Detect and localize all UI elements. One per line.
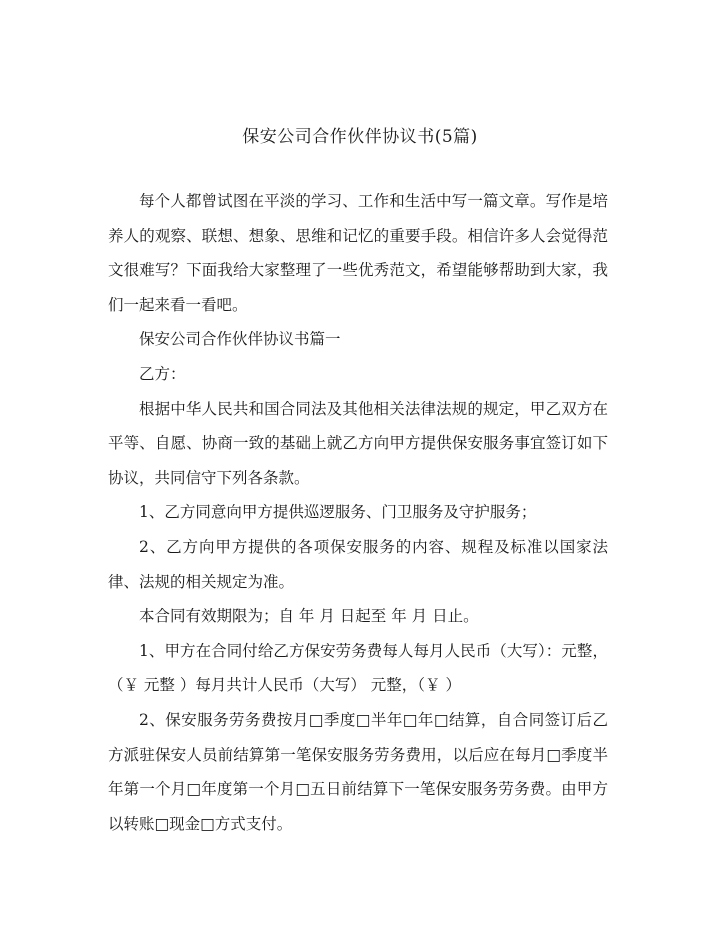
paragraph-term: 本合同有效期限为；自 年 月 日起至 年 月 日止。 [139,607,479,626]
paragraph-section-heading: 保安公司合作伙伴协议书篇一 [139,330,341,349]
paragraph-legal-basis: 根据中华人民共和国合同法及其他相关法律法规的规定，甲乙双方在平等、自愿、协商一致的基础上就乙方向甲方提供保安服务事宜签订如下协议，共同信守下列各条款。 [108,399,608,487]
document-title: 保安公司合作伙伴协议书(5篇) [242,127,478,147]
paragraph-fee-2: 2、保安服务劳务费按月□季度□半年□年□结算，自合同签订后乙方派驻保安人员前结算第一笔保安服务劳务费用，以后应在每月□季度半年第一个月□年度第一个月□五日前结算下一笔保安服务劳务费。由甲方以转账□现金□方式支付。 [108,710,608,833]
paragraph-fee-1: 1、甲方在合同付给乙方保安劳务费每人每月人民币（大写）：元整，（￥ 元整 ）每月共计人民币（大写） 元整，（￥ ） [108,641,608,695]
paragraph-clause-2: 2、乙方向甲方提供的各项保安服务的内容、规程及标准以国家法律、法规的相关规定为准。 [108,537,608,591]
paragraph-clause-1: 1、乙方同意向甲方提供巡逻服务、门卫服务及守护服务； [139,503,537,522]
paragraph-intro: 每个人都曾试图在平淡的学习、工作和生活中写一篇文章。写作是培养人的观察、联想、想象、思维和记忆的重要手段。相信许多人会觉得范文很难写？下面我给大家整理了一些优秀范文，希望能够帮助到大家，我们一起来看一看吧。 [108,192,608,314]
paragraph-party-b: 乙方： [139,364,186,383]
document-body [108,184,608,841]
